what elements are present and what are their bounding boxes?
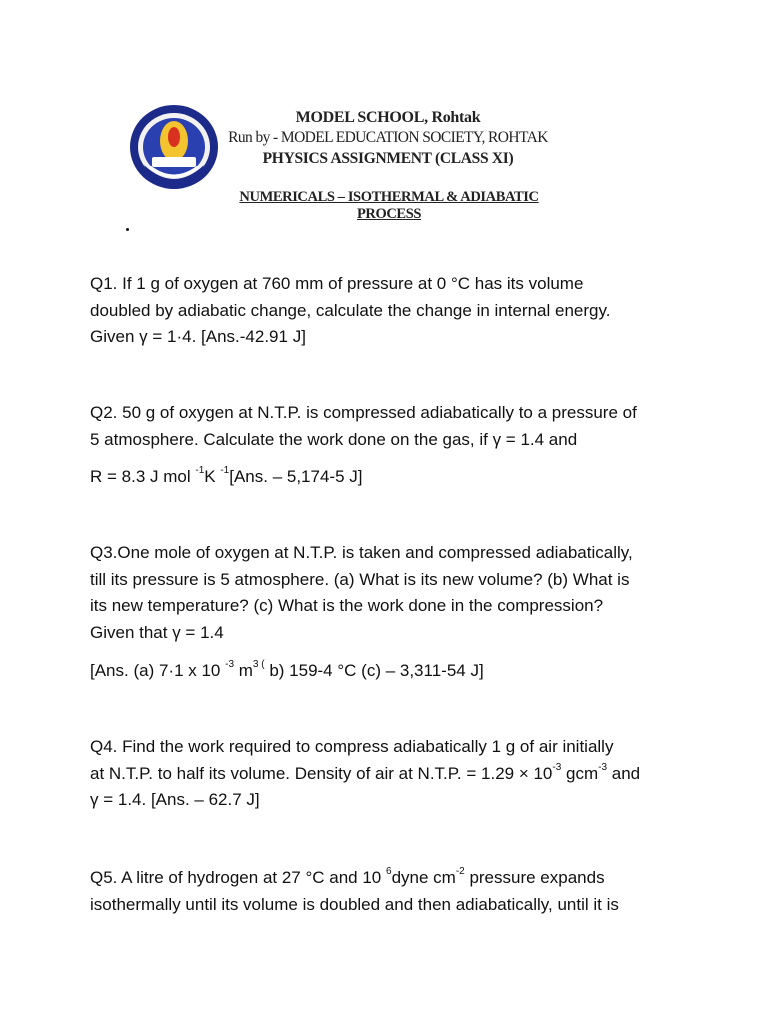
q5-line1-sup1: 6: [386, 866, 392, 878]
q4-line2-b: gcm: [561, 763, 599, 783]
q2-line3-sup1: -1: [195, 465, 205, 477]
q3-ans-sup2: 3 (: [252, 659, 265, 671]
q4-line2-sup2: -3: [598, 761, 608, 773]
society-name: Run by - MODEL EDUCATION SOCIETY, ROHTAK: [228, 129, 548, 146]
question-4: [90, 734, 690, 814]
q3-ans-c: b) 159-4 °C (c) – 3,311-54 J]: [264, 661, 484, 680]
q1-line2: doubled by adiabatic change, calculate the change in internal energy.: [90, 300, 611, 320]
q4-line2-c: and: [607, 763, 641, 783]
q5-line2: isothermally until its volume is doubled and then adiabatically, until it is: [90, 894, 619, 914]
stray-dot: [126, 228, 129, 231]
q4-line2: [90, 761, 690, 788]
q2-line2: 5 atmosphere. Calculate the work done on the gas, if γ = 1.4 and: [90, 429, 578, 449]
q3-line1: Q3.One mole of oxygen at N.T.P. is taken and compressed adiabatically,: [90, 543, 633, 562]
school-name: MODEL SCHOOL, Rohtak: [295, 109, 481, 126]
school-header: [218, 108, 558, 169]
question-3-answer: [90, 658, 690, 685]
q5-line1: [90, 865, 690, 892]
question-2-constants: [90, 464, 690, 491]
question-5: [90, 865, 690, 918]
q2-line3-b: K: [204, 467, 221, 486]
q1-line1: Q1. If 1 g of oxygen at 760 mm of pressure at 0 °C has its volume: [90, 274, 584, 293]
q3-ans-b: m: [234, 661, 253, 680]
q3-line3: its new temperature? (c) What is the work done in the compression?: [90, 596, 604, 615]
school-crest-icon: [128, 103, 220, 191]
q3-ans-sup1: -3: [225, 659, 235, 671]
q4-line3: γ = 1.4. [Ans. – 62.7 J]: [90, 790, 260, 809]
question-3: [90, 540, 690, 646]
question-2: [90, 400, 690, 453]
q4-line2-a: at N.T.P. to half its volume. Density of air at N.T.P. = 1.29 × 10: [90, 763, 553, 783]
q5-line1-a: Q5. A litre of hydrogen at 27 °C and 10: [90, 868, 386, 887]
q5-line1-sup2: -2: [455, 866, 465, 878]
q2-line3-c: [Ans. – 5,174-5 J]: [229, 467, 363, 486]
q2-line1: Q2. 50 g of oxygen at N.T.P. is compressed adiabatically to a pressure of: [90, 403, 637, 422]
assignment-title: PHYSICS ASSIGNMENT (CLASS XI): [262, 150, 514, 167]
topic-subtitle: NUMERICALS – ISOTHERMAL & ADIABATIC PROCESS: [239, 189, 539, 222]
q5-line1-b: dyne cm: [391, 868, 456, 887]
q3-line4: Given that γ = 1.4: [90, 622, 224, 642]
q4-line1: Q4. Find the work required to compress adiabatically 1 g of air initially: [90, 737, 614, 756]
q5-line1-c: pressure expands: [464, 868, 605, 887]
question-1: [90, 271, 690, 351]
q4-line2-sup1: -3: [552, 761, 562, 773]
q3-line2: till its pressure is 5 atmosphere. (a) What is its new volume? (b) What is: [90, 569, 630, 589]
q2-line3-a: R = 8.3 J mol: [90, 467, 196, 486]
q1-line3: Given γ = 1·4. [Ans.-42.91 J]: [90, 327, 306, 346]
q3-ans-a: [Ans. (a) 7·1 x 10: [90, 661, 226, 680]
q2-line3-sup2: -1: [220, 465, 230, 477]
